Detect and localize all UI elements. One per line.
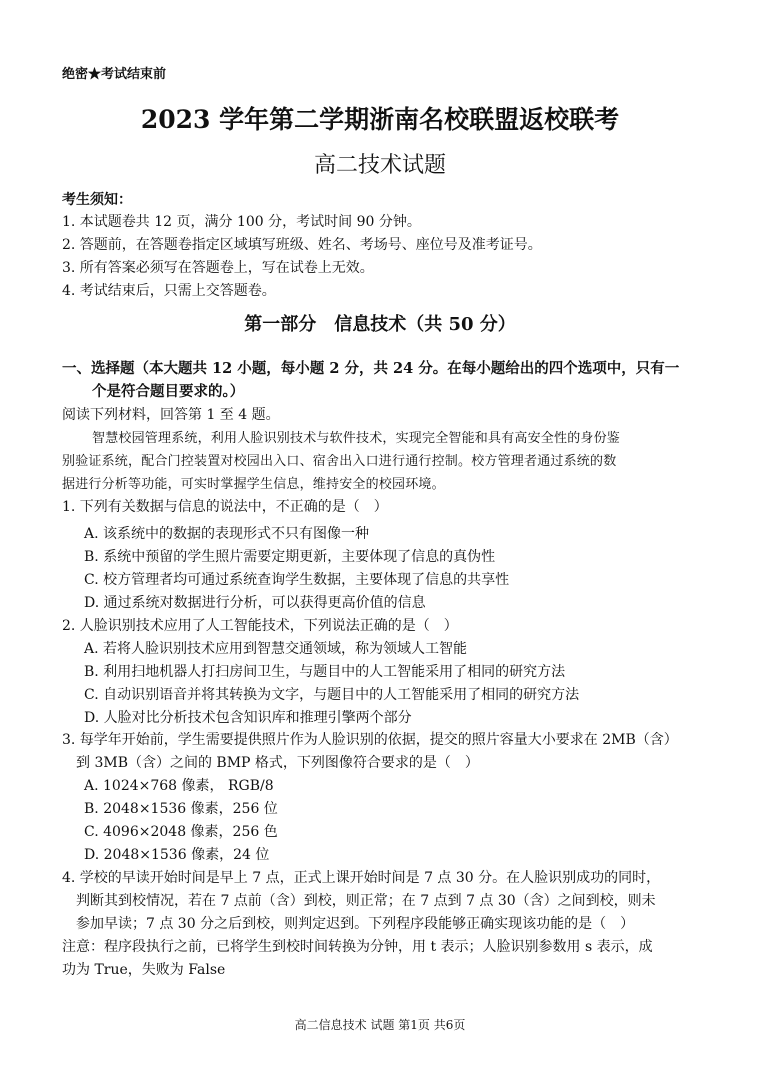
question-stem: 4. 学校的早读开始时间是早上 7 点，正式上课开始时间是 7 点 30 分。在人脸识别成功的同时，	[62, 870, 661, 886]
notice-item: 2. 答题前，在答题卷指定区域填写班级、姓名、考场号、座位号及准考证号。	[62, 237, 542, 253]
option-d: D. 通过系统对数据进行分析，可以获得更高价值的信息	[84, 595, 426, 611]
reading-intro: 阅读下列材料，回答第 1 至 4 题。	[62, 407, 280, 423]
material-text: 据进行分析等功能，可实时掌握学生信息，维持安全的校园环境。	[62, 477, 445, 492]
question-stem: 1. 下列有关数据与信息的说法中，不正确的是（ ）	[62, 499, 388, 515]
page-footer: 高二信息技术 试题 第1页 共6页	[294, 1018, 466, 1032]
option-c: C. 校方管理者均可通过系统查询学生数据，主要体现了信息的共享性	[84, 572, 510, 588]
option-a: A. 1024×768 像素， RGB/8	[84, 778, 274, 794]
option-b: B. 2048×1536 像素，256 位	[84, 801, 278, 817]
section-heading: 一、选择题（本大题共 12 小题，每小题 2 分，共 24 分。在每小题给出的四个选项中，只有一	[62, 360, 680, 377]
part-title: 第一部分 信息技术（共 50 分）	[244, 314, 516, 335]
material-text: 别验证系统，配合门控装置对校园出入口、宿舍出入口进行通行控制。校方管理者通过系统的数	[62, 454, 617, 469]
notice-item: 4. 考试结束后，只需上交答题卷。	[62, 283, 276, 299]
confidential-label: 绝密★考试结束前	[62, 67, 167, 82]
section-heading-cont: 个是符合题目要求的。）	[92, 383, 245, 400]
option-a: A. 该系统中的数据的表现形式不只有图像一种	[84, 526, 370, 542]
question-stem: 3. 每学年开始前，学生需要提供照片作为人脸识别的依据，提交的照片容量大小要求在 2MB（含）	[62, 732, 678, 748]
notice-heading: 考生须知：	[62, 192, 132, 208]
note-text: 注意：程序段执行之前，已将学生到校时间转换为分钟，用 t 表示；人脸识别参数用 s 表示，成	[62, 939, 653, 955]
question-stem: 2. 人脸识别技术应用了人工智能技术，下列说法正确的是（ ）	[62, 618, 458, 634]
question-stem-cont: 判断其到校情况，若在 7 点前（含）到校，则正常；在 7 点到 7 点 30（含）之间到校，则未	[76, 893, 656, 909]
notice-item: 1. 本试题卷共 12 页，满分 100 分，考试时间 90 分钟。	[62, 214, 421, 230]
exam-title: 2023 学年第二学期浙南名校联盟返校联考	[140, 105, 620, 134]
notice-item: 3. 所有答案必须写在答题卷上，写在试卷上无效。	[62, 260, 374, 276]
option-a: A. 若将人脸识别技术应用到智慧交通领域，称为领域人工智能	[84, 641, 468, 657]
option-d: D. 2048×1536 像素，24 位	[84, 847, 270, 863]
material-text: 智慧校园管理系统，利用人脸识别技术与软件技术，实现完全智能和具有高安全性的身份鉴	[92, 431, 621, 446]
option-d: D. 人脸对比分析技术包含知识库和推理引擎两个部分	[84, 710, 412, 726]
option-c: C. 4096×2048 像素，256 色	[84, 824, 278, 840]
exam-subtitle: 高二技术试题	[313, 153, 446, 178]
question-stem-cont: 到 3MB（含）之间的 BMP 格式，下列图像符合要求的是（ ）	[76, 755, 479, 771]
option-b: B. 利用扫地机器人打扫房间卫生，与题目中的人工智能采用了相同的研究方法	[84, 664, 566, 680]
question-stem-cont: 参加早读；7 点 30 分之后到校，则判定迟到。下列程序段能够正确实现该功能的是（ ）	[76, 916, 635, 932]
option-c: C. 自动识别语音并将其转换为文字，与题目中的人工智能采用了相同的研究方法	[84, 687, 580, 703]
note-text: 功为 True，失败为 False	[62, 962, 226, 978]
option-b: B. 系统中预留的学生照片需要定期更新，主要体现了信息的真伪性	[84, 549, 496, 565]
